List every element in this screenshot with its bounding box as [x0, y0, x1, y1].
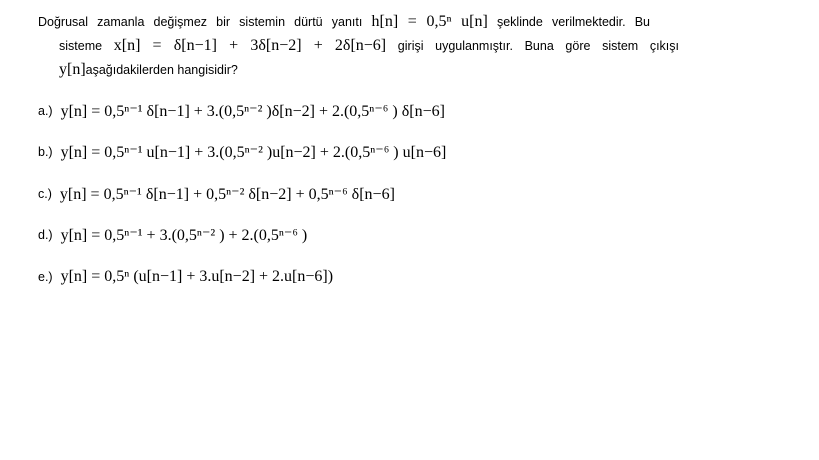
option-c[interactable] — [38, 173, 446, 215]
question-line-2-tail: girişi uygulanmıştır. Buna göre sistem çıkışı — [397, 39, 680, 53]
option-e-expression: y[n] = 0,5ⁿ (u[n−1] + 3.u[n−2] + 2.u[n−6]) — [60, 267, 334, 285]
option-a-expression: y[n] = 0,5ⁿ⁻¹ δ[n−1] + 3.(0,5ⁿ⁻² )δ[n−2] + 2.(0,5ⁿ⁻⁶ ) δ[n−6] — [60, 102, 445, 120]
output-symbol: y[n] — [59, 61, 86, 78]
input-signal-formula: x[n] = δ[n−1] + 3δ[n−2] + 2δ[n−6] — [113, 37, 387, 54]
option-c-expression: y[n] = 0,5ⁿ⁻¹ δ[n−1] + 0,5ⁿ⁻² δ[n−2] + 0,5ⁿ⁻⁶ δ[n−6] — [59, 185, 395, 203]
question-line-3 — [38, 58, 808, 82]
question-line-1-tail: şeklinde verilmektedir. Bu — [496, 15, 651, 29]
option-b-label: b.) — [38, 145, 53, 160]
option-d[interactable] — [38, 215, 446, 257]
option-b-expression: y[n] = 0,5ⁿ⁻¹ u[n−1] + 3.(0,5ⁿ⁻² )u[n−2] + 2.(0,5ⁿ⁻⁶ ) u[n−6] — [60, 144, 447, 162]
impulse-response-formula: h[n] = 0,5ⁿ u[n] — [371, 13, 488, 30]
option-b[interactable] — [38, 132, 446, 174]
question-line-2 — [38, 34, 679, 58]
question-line-1-text: Doğrusal zamanla değişmez bir sistemin dürtü yanıtı — [38, 15, 363, 29]
option-a[interactable] — [38, 90, 446, 132]
question-line-1 — [38, 10, 650, 34]
option-e[interactable] — [38, 256, 446, 298]
question-line-3-tail: aşağıdakilerden hangisidir? — [85, 63, 238, 77]
answer-options — [38, 90, 446, 298]
option-d-expression: y[n] = 0,5ⁿ⁻¹ + 3.(0,5ⁿ⁻² ) + 2.(0,5ⁿ⁻⁶ ) — [60, 227, 308, 245]
question-text — [38, 10, 808, 82]
option-e-label: e.) — [38, 269, 53, 284]
option-c-label: c.) — [38, 186, 52, 201]
option-d-label: d.) — [38, 228, 53, 243]
option-a-label: a.) — [38, 103, 53, 118]
question-line-2-head: sisteme — [59, 39, 103, 53]
